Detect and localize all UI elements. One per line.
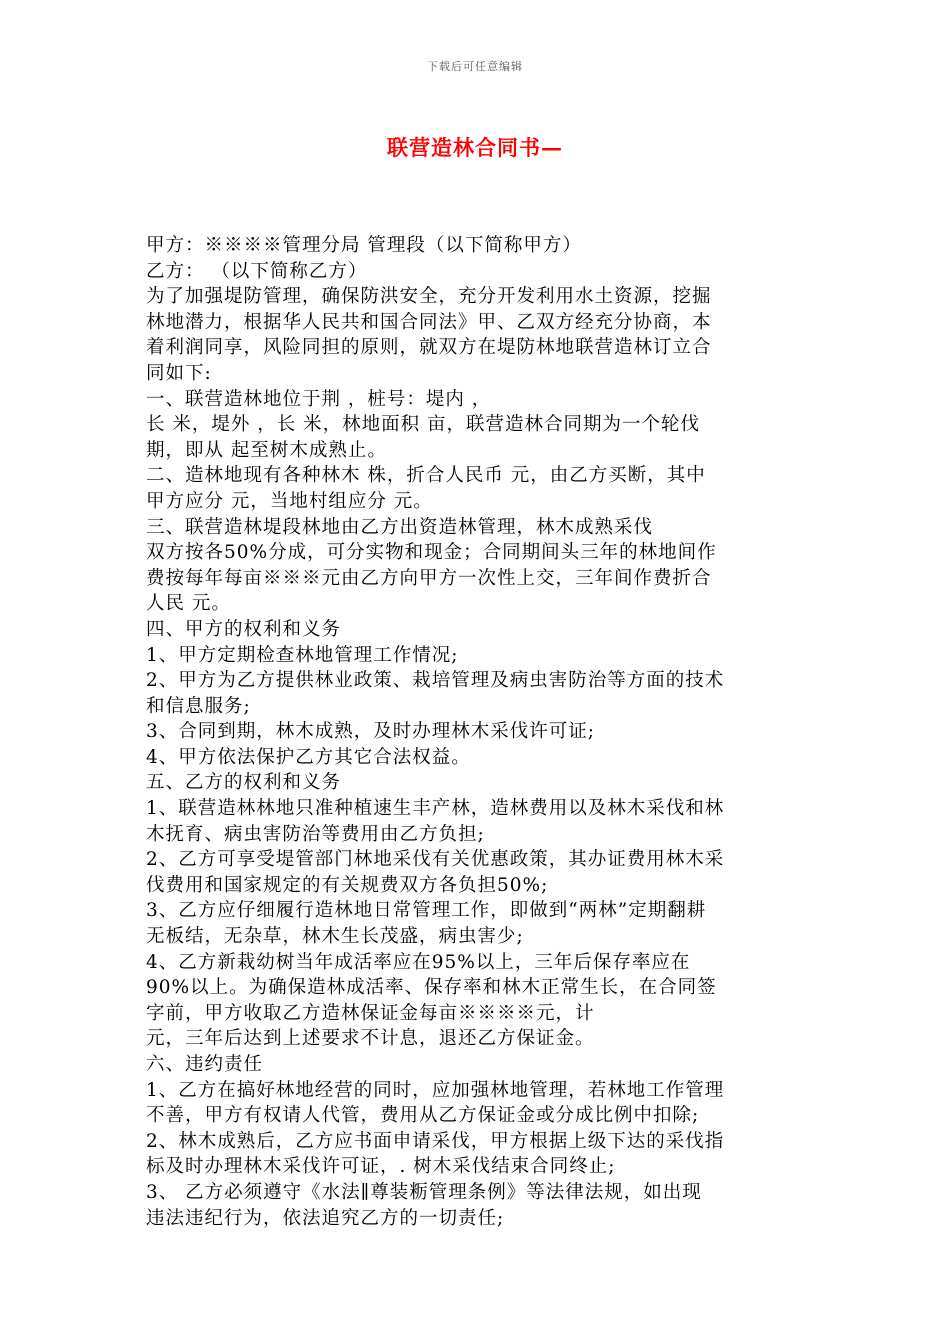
body-line: 费按每年每亩※※※元由乙方向甲方一次性上交，三年间作费折合 — [146, 567, 712, 589]
body-line: 木抚育、病虫害防治等费用由乙方负担; — [146, 823, 485, 845]
body-line: 3、乙方应仔细履行造林地日常管理工作，即做到“两林”定期翻耕 — [146, 900, 707, 922]
body-line: 五、乙方的权利和义务 — [146, 772, 342, 794]
body-line: 元，三年后达到上述要求不计息，退还乙方保证金。 — [146, 1028, 595, 1050]
body-line: 双方按各50%分成，可分实物和现金；合同期间头三年的林地间作 — [146, 542, 717, 564]
body-line: 2、甲方为乙方提供林业政策、栽培管理及病虫害防治等方面的技术 — [146, 670, 725, 692]
body-line: 着利润同享，风险同担的原则，就双方在堤防林地联营造林订立合 — [146, 337, 712, 359]
body-line: 三、联营造林堤段林地由乙方出资造林管理，林木成熟采伐 — [146, 516, 654, 538]
body-line: 一、联营造林地位于荆 ，桩号：堤内 ， — [146, 388, 492, 410]
body-line: 4、甲方依法保护乙方其它合法权益。 — [146, 746, 471, 768]
body-line: 同如下: — [146, 362, 212, 384]
body-line: 90%以上。为确保造林成活率、保存率和林木正常生长，在合同签 — [146, 977, 717, 999]
document-title: 联营造林合同书— — [387, 135, 563, 160]
body-line: 林地潜力，根据华人民共和国合同法》甲、乙双方经充分协商，本 — [146, 311, 712, 333]
body-line: 甲方：※※※※管理分局 管理段（以下简称甲方） — [146, 235, 582, 256]
body-line: 为了加强堤防管理，确保防洪安全，充分开发利用水土资源，挖掘 — [146, 286, 712, 308]
body-line: 长 米，堤外 ，长 米，林地面积 亩，联营造林合同期为一个轮伐 — [146, 414, 701, 436]
body-line: 3、 乙方必须遵守《水法∥尊装粝管理条例》等法律法规，如出现 — [146, 1181, 702, 1203]
body-line: 期，即从 起至树木成熟止。 — [146, 439, 387, 461]
body-line: 3、合同到期，林木成熟，及时办理林木采伐许可证; — [146, 721, 596, 743]
body-line: 人民 元。 — [146, 593, 231, 615]
body-line: 1、乙方在搞好林地经营的同时，应加强林地管理，若林地工作管理 — [146, 1079, 725, 1101]
body-line: 伐费用和国家规定的有关规费双方各负担50%; — [146, 874, 549, 896]
body-line: 二、造林地现有各种林木 株，折合人民币 元，由乙方买断，其中 — [146, 465, 706, 487]
contract-body — [146, 233, 811, 1231]
body-line: 4、乙方新栽幼树当年成活率应在95%以上，三年后保存率应在 — [146, 951, 691, 973]
body-line: 标及时办理林木采伐许可证，. 树木采伐结束合同终止; — [146, 1156, 616, 1178]
body-line: 不善，甲方有权请人代管，费用从乙方保证金或分成比例中扣除; — [146, 1105, 700, 1127]
body-line: 乙方： （以下简称乙方） — [146, 260, 368, 282]
body-line: 和信息服务; — [146, 695, 251, 717]
body-line: 2、林木成熟后，乙方应书面申请采伐，甲方根据上级下达的采伐指 — [146, 1130, 725, 1152]
body-line: 1、联营造林林地只准种植速生丰产林，造林费用以及林木采伐和林 — [146, 798, 725, 820]
body-line: 无板结，无杂草，林木生长茂盛，病虫害少; — [146, 926, 524, 948]
body-line: 甲方应分 元，当地村组应分 元。 — [146, 490, 433, 512]
body-line: 字前，甲方收取乙方造林保证金每亩※※※※元，计 — [146, 1002, 595, 1024]
body-line: 2、乙方可享受堤管部门林地采伐有关优惠政策，其办证费用林木采 — [146, 849, 725, 871]
body-line: 六、违约责任 — [146, 1054, 264, 1075]
body-line: 1、甲方定期检查林地管理工作情况; — [146, 644, 459, 666]
body-line: 违法违纪行为，依法追究乙方的一切责任; — [146, 1207, 505, 1229]
header-note: 下载后可任意编辑 — [427, 60, 523, 73]
body-line: 四、甲方的权利和义务 — [146, 618, 342, 640]
